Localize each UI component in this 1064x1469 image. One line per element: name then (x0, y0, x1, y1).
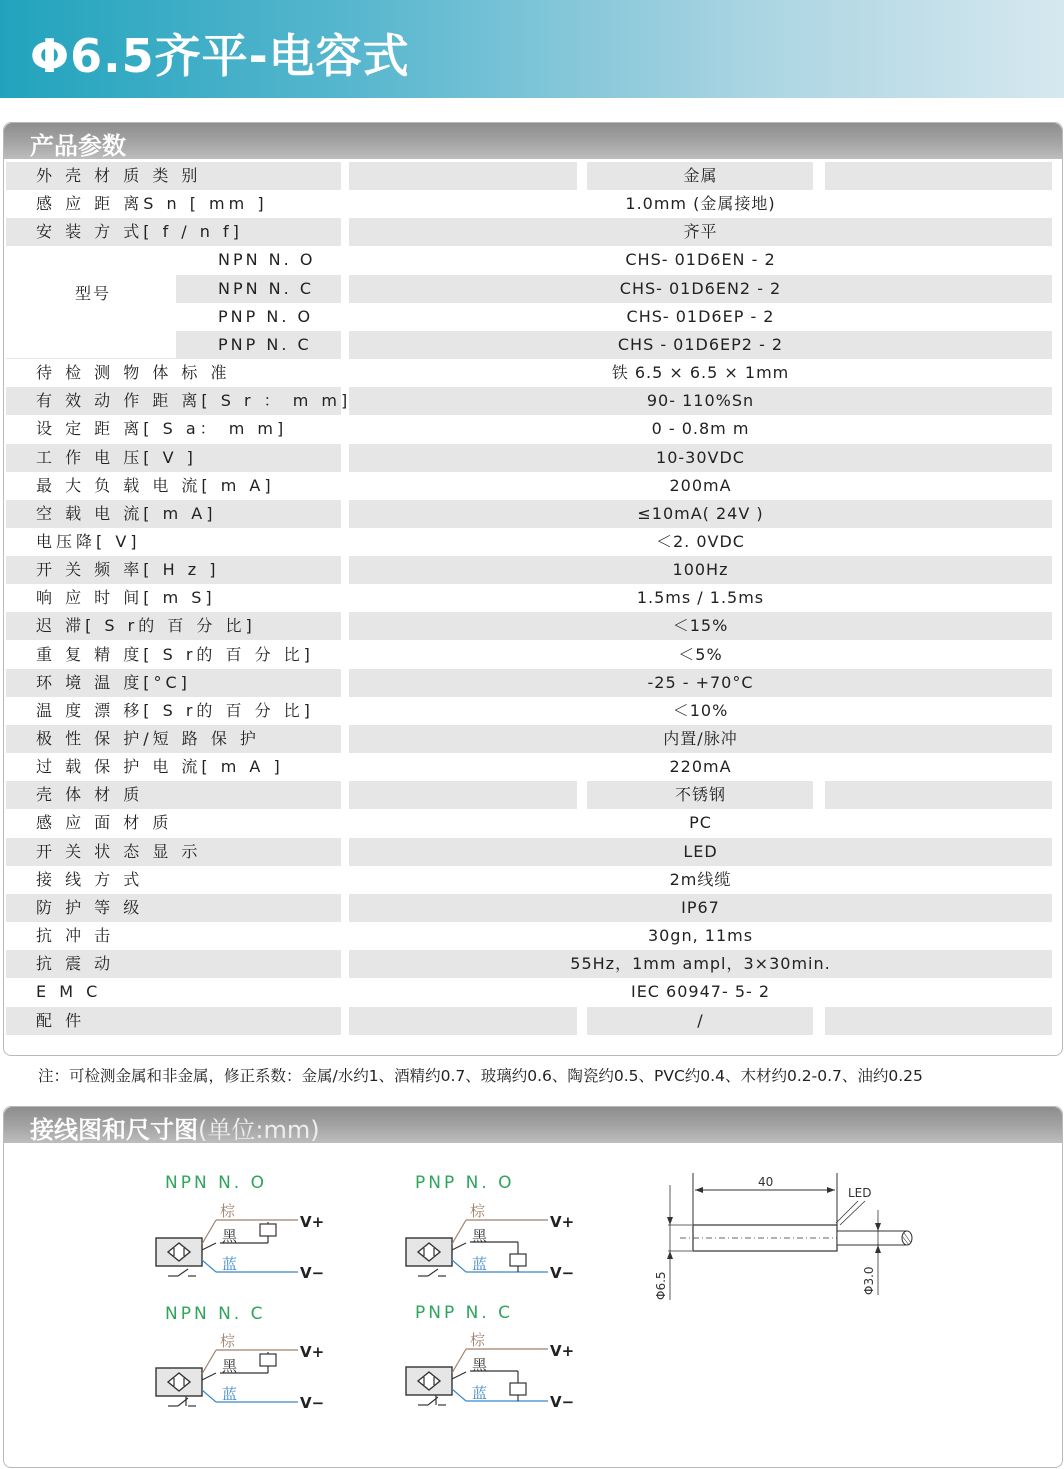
param-label: 开 关 状 态 显 示 (36, 842, 202, 861)
param-row (6, 246, 1052, 274)
v-minus-label: V− (300, 1394, 325, 1412)
param-value: 220mA (669, 757, 732, 776)
param-row (6, 556, 1052, 584)
param-value: -25 - +70°C (647, 673, 754, 692)
param-row (6, 584, 1052, 612)
model-type-label: NPN N. C (218, 279, 314, 298)
param-label: E M C (36, 982, 102, 1001)
wire-black-label: 黑 (472, 1227, 488, 1245)
param-label: 感 应 面 材 质 (36, 813, 173, 832)
param-label: 接 线 方 式 (36, 870, 144, 889)
param-value: ＜10% (672, 701, 729, 720)
model-type-cell (176, 246, 341, 274)
param-label: 迟 滞[ S r的 百 分 比] (36, 616, 256, 635)
param-value: 55Hz，1mm ampl，3×30min. (570, 954, 831, 973)
wiring-panel-header (4, 1107, 1062, 1143)
param-value: 齐平 (683, 222, 718, 241)
param-label: 过 载 保 护 电 流[ m A ] (36, 757, 284, 776)
v-plus-label: V+ (550, 1213, 575, 1231)
wire-brown-label: 棕 (470, 1331, 486, 1349)
param-value: ＜5% (678, 645, 723, 664)
param-row (6, 753, 1052, 781)
v-minus-label: V− (550, 1393, 575, 1411)
param-value: ＜15% (672, 616, 729, 635)
param-value: CHS - 01D6EP2 - 2 (617, 335, 784, 354)
param-label: 重 复 精 度[ S r的 百 分 比] (36, 645, 314, 664)
param-label: 待 检 测 物 体 标 准 (36, 363, 231, 382)
param-label: 配 件 (36, 1011, 86, 1030)
param-row (6, 725, 1052, 753)
param-value: 金属 (683, 166, 718, 185)
dim-diameter: Φ6.5 (654, 1271, 668, 1300)
param-row (6, 1007, 1052, 1035)
wiring-diagram-npn-nc (150, 1328, 340, 1418)
model-type-label: PNP N. C (218, 335, 312, 354)
param-value: 1.5ms / 1.5ms (636, 588, 765, 607)
note-text: 注：可检测金属和非金属，修正系数：金属/水约1、酒精约0.7、玻璃约0.6、陶瓷约0.5、PVC约0.4、木材约0.2-0.7、油约0.25 (38, 1067, 923, 1085)
model-type-cell (176, 275, 341, 303)
param-value: 0 - 0.8m m (651, 419, 750, 438)
param-row (6, 866, 1052, 894)
param-value: / (697, 1011, 704, 1030)
param-label: 极 性 保 护/短 路 保 护 (36, 729, 260, 748)
param-row (6, 950, 1052, 978)
param-row (6, 500, 1052, 528)
param-row (6, 444, 1052, 472)
param-value: 内置/脉冲 (663, 729, 738, 748)
diagram-title-npn-no: NPN N. O (165, 1173, 267, 1193)
param-row (6, 612, 1052, 640)
dim-length: 40 (758, 1175, 774, 1189)
param-label: 环 境 温 度[°C] (36, 673, 191, 692)
params-title: 产品参数 (30, 132, 126, 160)
v-plus-label: V+ (550, 1342, 575, 1360)
param-row (6, 275, 1052, 303)
param-row (6, 387, 1052, 415)
param-row (6, 922, 1052, 950)
param-value: 200mA (669, 476, 732, 495)
param-label: 设 定 距 离[ S a： m m] (36, 419, 288, 438)
param-value: 不锈钢 (674, 785, 726, 804)
header-banner (0, 0, 1064, 98)
param-row (6, 162, 1052, 190)
param-value: IEC 60947- 5- 2 (630, 982, 771, 1001)
param-row (6, 838, 1052, 866)
wire-blue-label: 蓝 (472, 1384, 488, 1402)
dim-led: LED (848, 1186, 872, 1200)
param-label: 响 应 时 间[ m S] (36, 588, 216, 607)
param-value: 10-30VDC (656, 448, 745, 467)
wiring-title: 接线图和尺寸图(单位:mm) (30, 1116, 320, 1144)
param-row (6, 894, 1052, 922)
param-label: 有 效 动 作 距 离[ S r ： m m] (36, 391, 352, 410)
page-title: Φ6.5齐平-电容式 (30, 29, 410, 83)
diagram-title-npn-nc: NPN N. C (165, 1304, 266, 1324)
param-label: 感 应 距 离S n [ mm ] (36, 194, 268, 213)
param-row (6, 415, 1052, 443)
dimension-drawing (640, 1165, 930, 1315)
wire-blue-label: 蓝 (472, 1255, 488, 1273)
v-minus-label: V− (550, 1264, 575, 1282)
param-row (6, 641, 1052, 669)
param-row (6, 978, 1052, 1006)
param-value: 30gn, 11ms (647, 926, 754, 945)
diagram-title-pnp-no: PNP N. O (415, 1173, 515, 1193)
param-label: 空 载 电 流[ m A] (36, 504, 217, 523)
param-label: 开 关 频 率[ H z ] (36, 560, 220, 579)
param-label: 最 大 负 载 电 流[ m A] (36, 476, 275, 495)
param-label: 抗 冲 击 (36, 926, 115, 945)
param-value: IP67 (681, 898, 720, 917)
model-type-cell (176, 331, 341, 359)
param-label: 外 壳 材 质 类 别 (36, 166, 202, 185)
wire-brown-label: 棕 (470, 1202, 486, 1220)
param-row (6, 303, 1052, 331)
model-type-cell (176, 303, 341, 331)
wiring-diagram-npn-no (150, 1198, 340, 1288)
wire-black-label: 黑 (222, 1227, 238, 1245)
param-value: 90- 110%Sn (646, 391, 755, 410)
param-row (6, 331, 1052, 359)
model-separator (6, 358, 341, 359)
wire-blue-label: 蓝 (222, 1385, 238, 1403)
param-value: CHS- 01D6EP - 2 (626, 307, 775, 326)
param-value: 100Hz (672, 560, 729, 579)
param-row (6, 218, 1052, 246)
wire-brown-label: 棕 (220, 1202, 236, 1220)
model-label: 型号 (75, 284, 112, 303)
wiring-diagram-pnp-nc (400, 1327, 590, 1417)
wire-black-label: 黑 (472, 1356, 488, 1374)
param-label: 安 装 方 式[ f / n f] (36, 222, 243, 241)
param-label: 防 护 等 级 (36, 898, 144, 917)
model-type-label: NPN N. O (218, 250, 316, 269)
wiring-diagram-pnp-no (400, 1198, 590, 1288)
model-type-label: PNP N. O (218, 307, 314, 326)
param-value: LED (683, 842, 718, 861)
v-plus-label: V+ (300, 1343, 325, 1361)
param-label: 温 度 漂 移[ S r的 百 分 比] (36, 701, 314, 720)
dim-cable: Φ3.0 (862, 1266, 876, 1295)
wire-blue-label: 蓝 (222, 1255, 238, 1273)
param-value: ≤10mA( 24V ) (637, 504, 764, 523)
params-panel-header (4, 123, 1062, 159)
param-label: 电压降[ V] (36, 532, 141, 551)
param-value: 2m线缆 (669, 870, 732, 889)
param-row (6, 190, 1052, 218)
param-row (6, 669, 1052, 697)
v-minus-label: V− (300, 1264, 325, 1282)
param-value: 1.0mm (金属接地) (625, 194, 776, 213)
diagram-title-pnp-nc: PNP N. C (415, 1303, 514, 1323)
param-value: PC (689, 813, 712, 832)
param-value: CHS- 01D6EN2 - 2 (619, 279, 782, 298)
wire-brown-label: 棕 (220, 1332, 236, 1350)
param-label: 壳 体 材 质 (36, 785, 144, 804)
v-plus-label: V+ (300, 1213, 325, 1231)
param-row (6, 528, 1052, 556)
param-row (6, 359, 1052, 387)
param-row (6, 809, 1052, 837)
param-label: 抗 震 动 (36, 954, 115, 973)
param-value: ＜2. 0VDC (656, 532, 745, 551)
param-row (6, 781, 1052, 809)
param-value: 铁 6.5 × 6.5 × 1mm (611, 363, 790, 382)
param-label: 工 作 电 压[ V ] (36, 448, 197, 467)
param-value: CHS- 01D6EN - 2 (625, 250, 776, 269)
wire-black-label: 黑 (222, 1357, 238, 1375)
param-row (6, 697, 1052, 725)
param-row (6, 472, 1052, 500)
